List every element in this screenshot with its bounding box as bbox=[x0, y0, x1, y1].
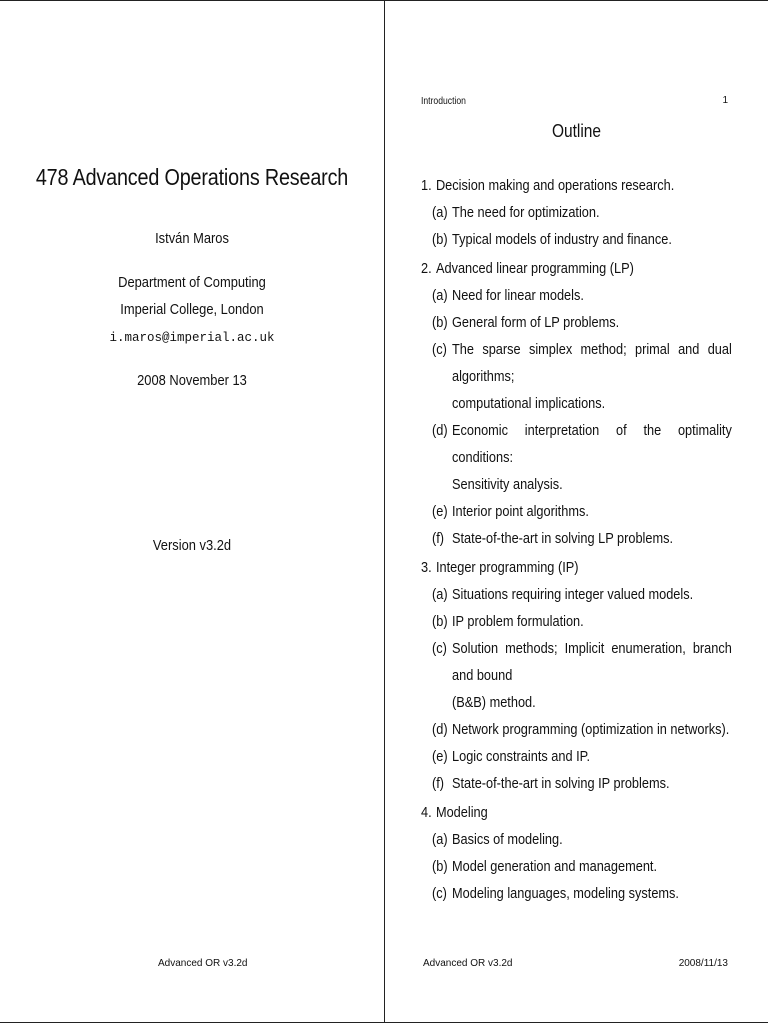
outline-item bbox=[421, 827, 731, 854]
item-text: (B&B) method. bbox=[452, 695, 536, 711]
lecture-date: 2008 November 13 bbox=[137, 372, 247, 389]
outline-item bbox=[421, 283, 731, 310]
outline-item bbox=[421, 717, 731, 744]
section-number: 3. bbox=[421, 560, 432, 576]
outline-item bbox=[421, 636, 731, 690]
outline-item bbox=[421, 200, 731, 227]
item-text: Model generation and management. bbox=[452, 859, 658, 875]
section-title bbox=[421, 555, 694, 582]
item-text: The sparse simplex method; primal and dual algorithms; bbox=[452, 342, 732, 385]
outline-heading: Outline bbox=[551, 121, 602, 141]
item-text: Sensitivity analysis. bbox=[452, 477, 563, 493]
item-label: (c) bbox=[432, 886, 447, 902]
outline-section bbox=[421, 173, 731, 254]
page-number: 1 bbox=[722, 95, 728, 106]
outline-item bbox=[421, 310, 731, 337]
section-number: 2. bbox=[421, 261, 432, 277]
institution: Imperial College, London bbox=[120, 301, 264, 318]
item-text: General form of LP problems. bbox=[452, 315, 620, 331]
item-text: State-of-the-art in solving LP problems. bbox=[452, 531, 674, 547]
item-text: computational implications. bbox=[452, 396, 606, 412]
author-name: István Maros bbox=[155, 230, 229, 247]
outline-item bbox=[421, 499, 731, 526]
item-text: Logic constraints and IP. bbox=[452, 749, 591, 765]
version-label: Version v3.2d bbox=[152, 537, 232, 554]
outline-item bbox=[421, 227, 731, 254]
outline-item bbox=[421, 418, 731, 472]
item-label: (c) bbox=[432, 641, 447, 657]
outline-slide bbox=[384, 0, 768, 1023]
section-number: 4. bbox=[421, 805, 432, 821]
footer-left-slide: Advanced OR v3.2d bbox=[158, 958, 248, 969]
item-text: Modeling languages, modeling systems. bbox=[452, 886, 679, 902]
item-text: Interior point algorithms. bbox=[452, 504, 589, 520]
outline-item bbox=[421, 391, 731, 418]
item-text: The need for optimization. bbox=[452, 205, 600, 221]
section-title-text: Integer programming (IP) bbox=[435, 560, 579, 576]
item-label: (a) bbox=[432, 832, 448, 848]
section-number: 1. bbox=[421, 178, 432, 194]
outline-section bbox=[421, 800, 731, 908]
item-label: (f) bbox=[432, 531, 445, 547]
item-text: Typical models of industry and finance. bbox=[452, 232, 672, 248]
item-text: State-of-the-art in solving IP problems. bbox=[452, 776, 670, 792]
item-text: IP problem formulation. bbox=[452, 614, 584, 630]
item-text: Need for linear models. bbox=[452, 288, 584, 304]
item-label: (b) bbox=[432, 232, 448, 248]
item-text: Basics of modeling. bbox=[452, 832, 563, 848]
item-label: (c) bbox=[432, 342, 447, 358]
item-text: Solution methods; Implicit enumeration, branch and bound bbox=[452, 641, 732, 684]
item-label: (a) bbox=[432, 205, 448, 221]
footer-date: 2008/11/13 bbox=[678, 958, 728, 969]
item-label: (d) bbox=[432, 423, 448, 439]
item-text: Economic interpretation of the optimality conditions: bbox=[452, 423, 732, 466]
outline-item bbox=[421, 690, 731, 717]
item-label: (a) bbox=[432, 288, 448, 304]
section-title bbox=[421, 800, 694, 827]
section-title-text: Advanced linear programming (LP) bbox=[435, 261, 634, 277]
course-title: 478 Advanced Operations Research bbox=[35, 164, 349, 190]
item-text: Situations requiring integer valued models. bbox=[452, 587, 694, 603]
outline-item bbox=[421, 582, 731, 609]
outline-section bbox=[421, 256, 731, 553]
outline-section bbox=[421, 555, 731, 798]
item-label: (b) bbox=[432, 614, 448, 630]
item-label: (e) bbox=[432, 749, 448, 765]
outline-item bbox=[421, 744, 731, 771]
section-title bbox=[421, 256, 694, 283]
footer-course: Advanced OR v3.2d bbox=[423, 958, 513, 969]
item-label: (e) bbox=[432, 504, 448, 520]
section-title-text: Modeling bbox=[435, 805, 488, 821]
section-title bbox=[421, 173, 694, 200]
outline-item bbox=[421, 472, 731, 499]
item-label: (f) bbox=[432, 776, 445, 792]
item-text: Network programming (optimization in networks). bbox=[452, 722, 730, 738]
outline-item bbox=[421, 771, 731, 798]
item-label: (b) bbox=[432, 859, 448, 875]
outline-item bbox=[421, 337, 731, 391]
outline-item bbox=[421, 854, 731, 881]
item-label: (d) bbox=[432, 722, 448, 738]
outline-item bbox=[421, 526, 731, 553]
section-label: Introduction bbox=[421, 96, 466, 107]
author-email: i.maros@imperial.ac.uk bbox=[109, 331, 275, 345]
item-label: (a) bbox=[432, 587, 448, 603]
section-title-text: Decision making and operations research. bbox=[435, 178, 675, 194]
outline-list bbox=[421, 173, 731, 908]
department: Department of Computing bbox=[118, 274, 266, 291]
outline-item bbox=[421, 881, 731, 908]
item-label: (b) bbox=[432, 315, 448, 331]
outline-item bbox=[421, 609, 731, 636]
